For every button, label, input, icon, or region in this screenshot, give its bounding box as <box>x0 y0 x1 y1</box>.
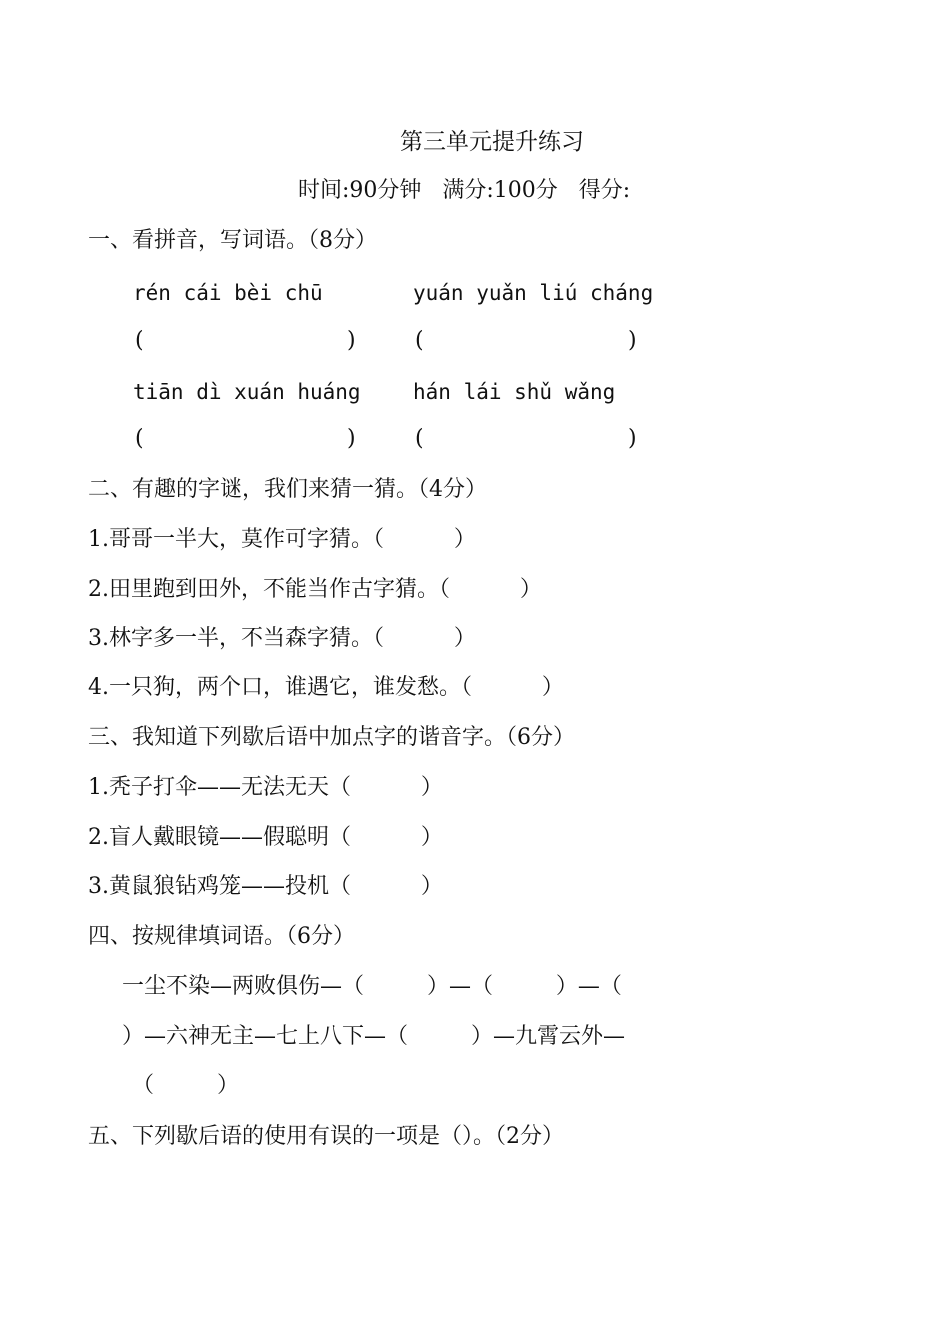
answer-blank-1-open: ( <box>135 328 144 353</box>
pinyin-1: rén cái bèi chū <box>133 281 323 305</box>
answer-blank-4-open: ( <box>415 426 424 451</box>
pattern-line-2: ）—六神无主—七上八下—（ ）—九霄云外— <box>122 1024 625 1049</box>
riddle-item-2: 2.田里跑到田外，不能当作古字猜。（ ） <box>88 577 542 602</box>
exam-meta: 时间:90分钟 满分:100分 得分: <box>298 178 631 203</box>
answer-blank-2-close: ) <box>628 328 637 353</box>
answer-blank-2-open: ( <box>415 328 424 353</box>
section-2-heading: 二、有趣的字谜，我们来猜一猜。（4分） <box>88 477 487 502</box>
riddle-item-4: 4.一只狗，两个口，谁遇它，谁发愁。（ ） <box>88 675 564 700</box>
answer-blank-1-close: ) <box>347 328 356 353</box>
answer-blank-3-open: ( <box>135 426 144 451</box>
section-4-heading: 四、按规律填词语。（6分） <box>88 924 355 949</box>
answer-blank-3-close: ) <box>347 426 356 451</box>
pattern-line-1: 一尘不染—两败俱伤—（ ）—（ ）—（ <box>122 974 622 999</box>
pinyin-4: hán lái shǔ wǎng <box>413 380 616 404</box>
section-5-heading: 五、下列歇后语的使用有误的一项是（）。（2分） <box>88 1124 564 1149</box>
xiehouyu-item-1: 1.秃子打伞——无法无天（ ） <box>88 775 443 800</box>
pinyin-3: tiān dì xuán huáng <box>133 380 361 404</box>
riddle-item-3: 3.林字多一半，不当森字猜。（ ） <box>88 626 476 651</box>
pinyin-2: yuán yuǎn liú cháng <box>413 281 654 305</box>
page-title: 第三单元提升练习 <box>400 129 584 155</box>
riddle-item-1: 1.哥哥一半大，莫作可字猜。（ ） <box>88 527 476 552</box>
answer-blank-4-close: ) <box>628 426 637 451</box>
section-3-heading: 三、我知道下列歇后语中加点字的谐音字。（6分） <box>88 725 575 750</box>
xiehouyu-item-3: 3.黄鼠狼钻鸡笼——投机（ ） <box>88 874 443 899</box>
pattern-line-3: （ ） <box>132 1073 239 1098</box>
section-1-heading: 一、看拼音，写词语。（8分） <box>88 228 377 253</box>
xiehouyu-item-2: 2.盲人戴眼镜——假聪明（ ） <box>88 825 443 850</box>
